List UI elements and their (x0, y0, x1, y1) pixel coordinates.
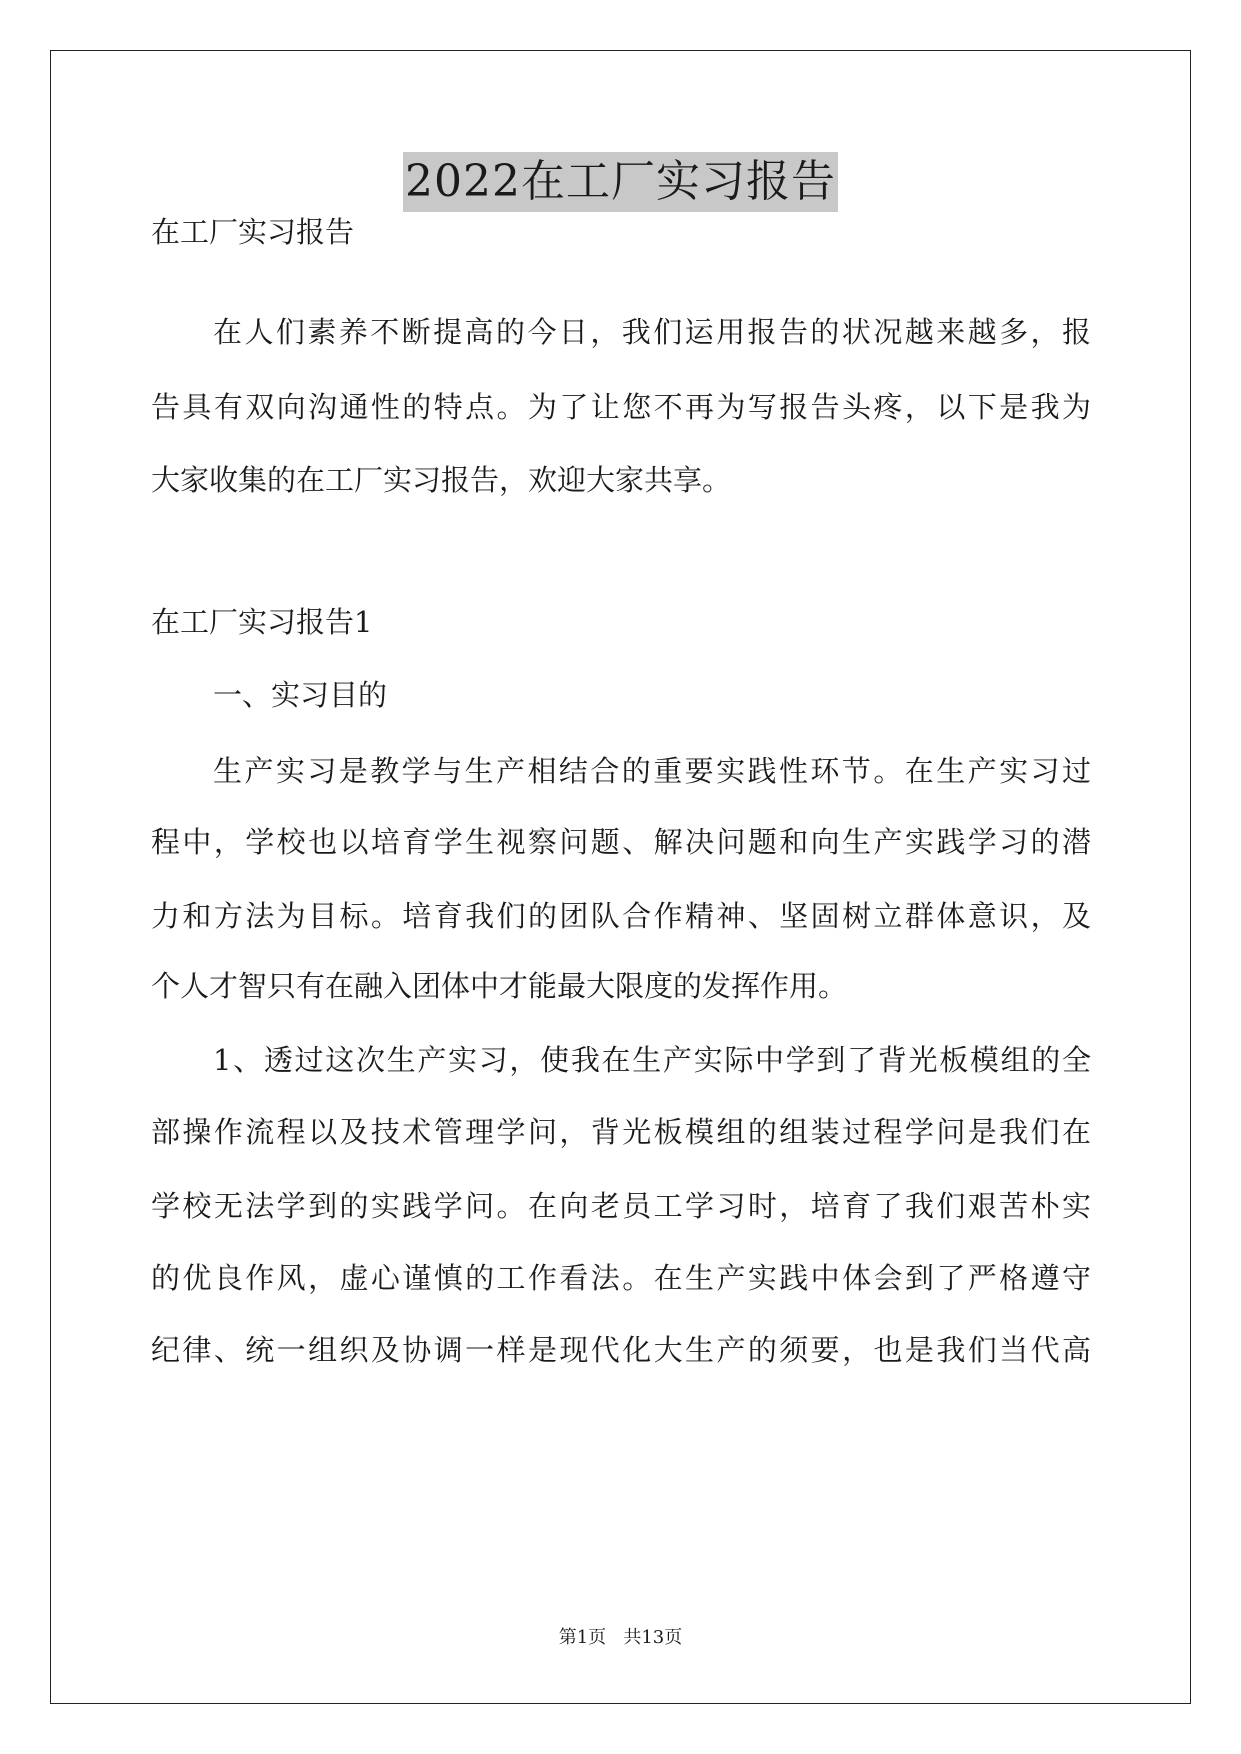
intro-line-3: 大家收集的在工厂实习报告，欢迎大家共享。 (151, 463, 732, 497)
section-heading: 在工厂实习报告1 (151, 605, 373, 639)
page-total: 共13页 (623, 1627, 683, 1648)
document-title: 2022在工厂实习报告 (403, 152, 838, 212)
body-line-1: 生产实习是教学与生产相结合的重要实践性环节。在生产实习过 (213, 754, 1091, 788)
body-line-2: 程中，学校也以培育学生视察问题、解决问题和向生产实践学习的潜 (151, 825, 1091, 859)
page-border (50, 50, 1191, 1704)
title-container (0, 152, 1241, 212)
page-footer (0, 1625, 1241, 1651)
body-line-8: 的优良作风，虚心谨慎的工作看法。在生产实践中体会到了严格遵守 (151, 1261, 1091, 1295)
body-line-4: 个人才智只有在融入团体中才能最大限度的发挥作用。 (151, 969, 848, 1003)
body-line-7: 学校无法学到的实践学问。在向老员工学习时，培育了我们艰苦朴实 (151, 1189, 1091, 1223)
body-line-9: 纪律、统一组织及协调一样是现代化大生产的须要，也是我们当代高 (151, 1333, 1091, 1367)
subsection-heading: 一、实习目的 (213, 678, 388, 712)
body-line-3: 力和方法为目标。培育我们的团队合作精神、坚固树立群体意识，及 (151, 899, 1091, 933)
body-line-6: 部操作流程以及技术管理学问，背光板模组的组装过程学问是我们在 (151, 1115, 1091, 1149)
subtitle-line: 在工厂实习报告 (151, 215, 355, 249)
body-line-5: 1、透过这次生产实习，使我在生产实际中学到了背光板模组的全 (213, 1043, 1091, 1077)
intro-line-2: 告具有双向沟通性的特点。为了让您不再为写报告头疼，以下是我为 (151, 390, 1091, 424)
intro-line-1: 在人们素养不断提高的今日，我们运用报告的状况越来越多，报 (213, 315, 1091, 349)
page-number: 第1页 (558, 1627, 607, 1648)
